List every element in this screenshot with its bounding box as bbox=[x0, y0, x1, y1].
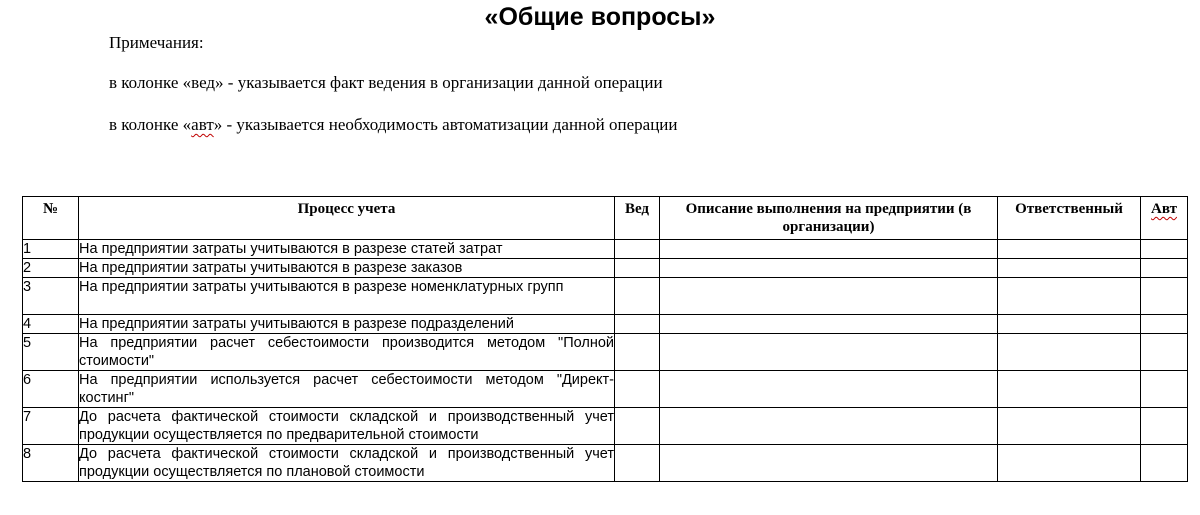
note-avt-word: авт bbox=[191, 115, 214, 134]
description-cell[interactable] bbox=[660, 334, 998, 371]
row-num: 8 bbox=[23, 445, 79, 482]
note-avt-prefix: в колонке « bbox=[109, 115, 192, 134]
row-process-text: На предприятии затраты учитываются в разрезе подразделений bbox=[79, 316, 514, 332]
ved-cell[interactable] bbox=[615, 445, 660, 482]
row-num: 3 bbox=[23, 278, 79, 315]
responsible-cell[interactable] bbox=[998, 334, 1141, 371]
row-process bbox=[79, 371, 615, 408]
row-num: 7 bbox=[23, 408, 79, 445]
avt-cell[interactable] bbox=[1141, 278, 1188, 315]
header-process: Процесс учета bbox=[79, 197, 615, 240]
avt-cell[interactable] bbox=[1141, 445, 1188, 482]
note-avt bbox=[109, 115, 677, 135]
responsible-cell[interactable] bbox=[998, 445, 1141, 482]
note-ved: в колонке «вед» - указывается факт ведения в организации данной операции bbox=[109, 73, 663, 92]
row-process bbox=[79, 408, 615, 445]
avt-cell[interactable] bbox=[1141, 240, 1188, 259]
ved-cell[interactable] bbox=[615, 408, 660, 445]
table-row bbox=[23, 315, 1188, 334]
responsible-cell[interactable] bbox=[998, 278, 1141, 315]
row-num: 2 bbox=[23, 259, 79, 278]
responsible-cell[interactable] bbox=[998, 240, 1141, 259]
page-title: «Общие вопросы» bbox=[484, 3, 716, 31]
process-table bbox=[22, 196, 1188, 482]
responsible-cell[interactable] bbox=[998, 315, 1141, 334]
header-description: Описание выполнения на предприятии (в организации) bbox=[660, 197, 998, 240]
header-num: № bbox=[23, 197, 79, 240]
ved-cell[interactable] bbox=[615, 278, 660, 315]
table-row bbox=[23, 240, 1188, 259]
row-process-text: На предприятии используется расчет себестоимости методом "Директ-костинг" bbox=[79, 372, 614, 406]
description-cell[interactable] bbox=[660, 259, 998, 278]
row-process-text: На предприятии затраты учитываются в разрезе статей затрат bbox=[79, 241, 503, 257]
row-process bbox=[79, 240, 615, 259]
description-cell[interactable] bbox=[660, 408, 998, 445]
header-avt-label: Авт bbox=[1151, 201, 1177, 217]
table-row bbox=[23, 334, 1188, 371]
row-process-text: До расчета фактической стоимости складской и производственный учет продукции осуществляется по плановой стоимости bbox=[79, 446, 614, 480]
ved-cell[interactable] bbox=[615, 259, 660, 278]
avt-cell[interactable] bbox=[1141, 408, 1188, 445]
row-num: 6 bbox=[23, 371, 79, 408]
row-process-text: На предприятии затраты учитываются в разрезе заказов bbox=[79, 260, 463, 276]
ved-cell[interactable] bbox=[615, 240, 660, 259]
header-responsible: Ответственный bbox=[998, 197, 1141, 240]
row-process-text: На предприятии затраты учитываются в разрезе номенклатурных групп bbox=[79, 279, 564, 295]
description-cell[interactable] bbox=[660, 315, 998, 334]
ved-cell[interactable] bbox=[615, 334, 660, 371]
responsible-cell[interactable] bbox=[998, 259, 1141, 278]
description-cell[interactable] bbox=[660, 240, 998, 259]
description-cell[interactable] bbox=[660, 278, 998, 315]
row-num: 1 bbox=[23, 240, 79, 259]
row-num: 5 bbox=[23, 334, 79, 371]
table-row bbox=[23, 371, 1188, 408]
avt-cell[interactable] bbox=[1141, 259, 1188, 278]
notes-label: Примечания: bbox=[109, 33, 204, 52]
row-process-text: На предприятии расчет себестоимости производится методом "Полной стоимости" bbox=[79, 335, 614, 369]
row-process bbox=[79, 445, 615, 482]
table-row bbox=[23, 445, 1188, 482]
header-ved: Вед bbox=[615, 197, 660, 240]
avt-cell[interactable] bbox=[1141, 334, 1188, 371]
description-cell[interactable] bbox=[660, 445, 998, 482]
responsible-cell[interactable] bbox=[998, 408, 1141, 445]
description-cell[interactable] bbox=[660, 371, 998, 408]
row-process bbox=[79, 334, 615, 371]
avt-cell[interactable] bbox=[1141, 315, 1188, 334]
table-row bbox=[23, 259, 1188, 278]
avt-cell[interactable] bbox=[1141, 371, 1188, 408]
responsible-cell[interactable] bbox=[998, 371, 1141, 408]
row-process-text: До расчета фактической стоимости складской и производственный учет продукции осуществляется по предварительной стоимости bbox=[79, 409, 614, 443]
row-process bbox=[79, 278, 615, 315]
row-num: 4 bbox=[23, 315, 79, 334]
table-row bbox=[23, 408, 1188, 445]
row-process bbox=[79, 315, 615, 334]
note-avt-suffix: » - указывается необходимость автоматизации данной операции bbox=[213, 115, 678, 134]
table-row bbox=[23, 278, 1188, 315]
row-process bbox=[79, 259, 615, 278]
ved-cell[interactable] bbox=[615, 371, 660, 408]
ved-cell[interactable] bbox=[615, 315, 660, 334]
header-avt bbox=[1141, 197, 1188, 240]
table-header-row bbox=[23, 197, 1188, 240]
